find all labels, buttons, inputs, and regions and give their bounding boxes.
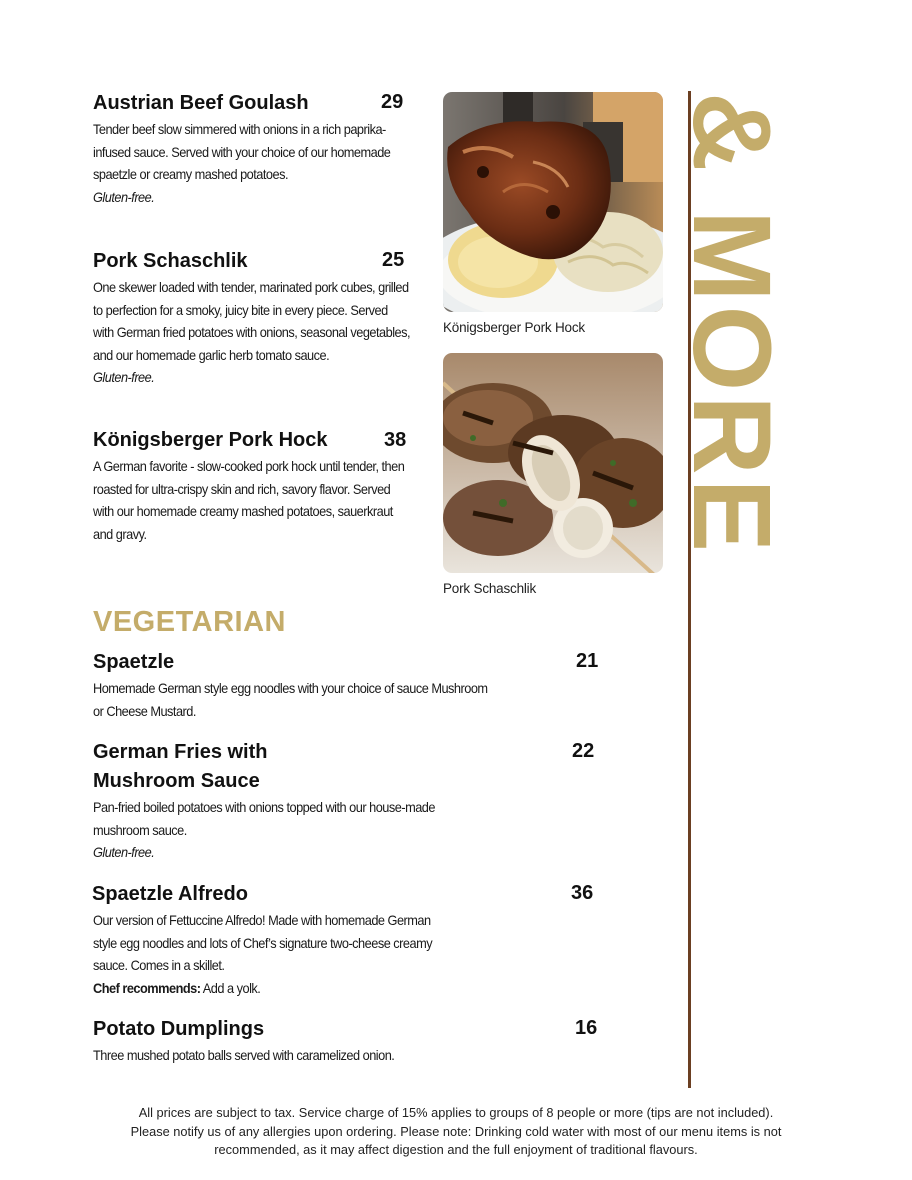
gluten-free-note: Gluten-free. bbox=[93, 370, 155, 385]
dish-name-goulash: Austrian Beef Goulash bbox=[93, 92, 309, 114]
dish-description-goulash bbox=[93, 119, 411, 209]
section-title-vegetarian: VEGETARIAN bbox=[93, 606, 286, 638]
dish-description-text: Three mushed potato balls served with caramelized onion. bbox=[93, 1048, 395, 1063]
gluten-free-note: Gluten-free. bbox=[93, 189, 155, 205]
dish-description-schaschlik bbox=[93, 277, 411, 390]
dish-name-potato-dumplings: Potato Dumplings bbox=[93, 1018, 265, 1040]
photo-pork-hock bbox=[443, 92, 663, 312]
footer-line-2: Please notify us of any allergies upon ordering. Please note: Drinking cold water with most of our menu items is not bbox=[130, 1123, 782, 1139]
dish-name-line-1: German Fries with bbox=[93, 741, 268, 763]
footer-line-1: All prices are subject to tax. Service charge of 15% applies to groups of 8 people or more (tips are not included). bbox=[138, 1105, 774, 1120]
dish-description-spaetzle bbox=[93, 678, 488, 723]
dish-name-spaetzle-alfredo: Spaetzle Alfredo bbox=[92, 883, 248, 905]
dish-name-spaetzle: Spaetzle bbox=[93, 651, 175, 673]
dish-description-potato-dumplings bbox=[93, 1045, 488, 1068]
pork-hock-image bbox=[443, 92, 663, 312]
dish-name-schaschlik: Pork Schaschlik bbox=[93, 250, 248, 272]
photo-caption-schaschlik: Pork Schaschlik bbox=[443, 581, 537, 596]
dish-price-german-fries: 22 bbox=[572, 740, 595, 762]
dish-description-text: One skewer loaded with tender, marinated pork cubes, grilled to perfection for a smoky, juicy bite in every piece. Served with German fried potatoes with onions, seasonal vegetables, and our homemade garlic herb tomato sauce. bbox=[93, 280, 411, 363]
dish-description-pork-hock bbox=[93, 456, 411, 546]
dish-description-spaetzle-alfredo bbox=[93, 910, 446, 1000]
photo-caption-pork-hock: Königsberger Pork Hock bbox=[443, 320, 585, 335]
dish-price-goulash: 29 bbox=[381, 91, 404, 113]
dish-description-text: Homemade German style egg noodles with your choice of sauce Mushroom or Cheese Mustard. bbox=[93, 681, 488, 719]
gluten-free-note: Gluten-free. bbox=[93, 845, 155, 860]
dish-description-text: A German favorite - slow-cooked pork hock until tender, then roasted for ultra-crispy skin and rich, savory flavor. Served with our homemade creamy mashed potatoes, sauerkraut and gravy. bbox=[93, 459, 405, 542]
dish-price-pork-hock: 38 bbox=[384, 429, 407, 451]
chef-recommends-text: Add a yolk. bbox=[200, 980, 261, 996]
dish-price-schaschlik: 25 bbox=[382, 249, 405, 271]
dish-price-spaetzle: 21 bbox=[576, 650, 599, 672]
chef-recommends-label: Chef recommends: bbox=[93, 980, 201, 996]
dish-price-potato-dumplings: 16 bbox=[575, 1017, 598, 1039]
dish-description-text: Tender beef slow simmered with onions in a rich paprika-infused sauce. Served with your choice of our homemade spaetzle or creamy mashed potatoes. bbox=[93, 122, 391, 182]
dish-name-german-fries bbox=[93, 738, 268, 796]
dish-name-line-2: Mushroom Sauce bbox=[93, 770, 260, 792]
footer-line-3: recommended, as it may affect digestion and the full enjoyment of traditional flavours. bbox=[214, 1142, 698, 1157]
dish-description-text: Pan-fried boiled potatoes with onions topped with our house-made mushroom sauce. bbox=[93, 800, 435, 838]
photo-schaschlik bbox=[443, 353, 663, 573]
chef-recommendation bbox=[93, 978, 446, 1001]
dish-description-german-fries bbox=[93, 797, 483, 865]
dish-name-pork-hock: Königsberger Pork Hock bbox=[93, 429, 328, 451]
side-title-and-more: & MORE bbox=[670, 92, 793, 556]
footer-notice bbox=[76, 1104, 836, 1160]
dish-description-text: Our version of Fettuccine Alfredo! Made with homemade German style egg noodles and lots of Chef’s signature two-cheese creamy sauce. Comes in a skillet. bbox=[93, 913, 433, 973]
dish-price-spaetzle-alfredo: 36 bbox=[571, 882, 594, 904]
schaschlik-image bbox=[443, 353, 663, 573]
